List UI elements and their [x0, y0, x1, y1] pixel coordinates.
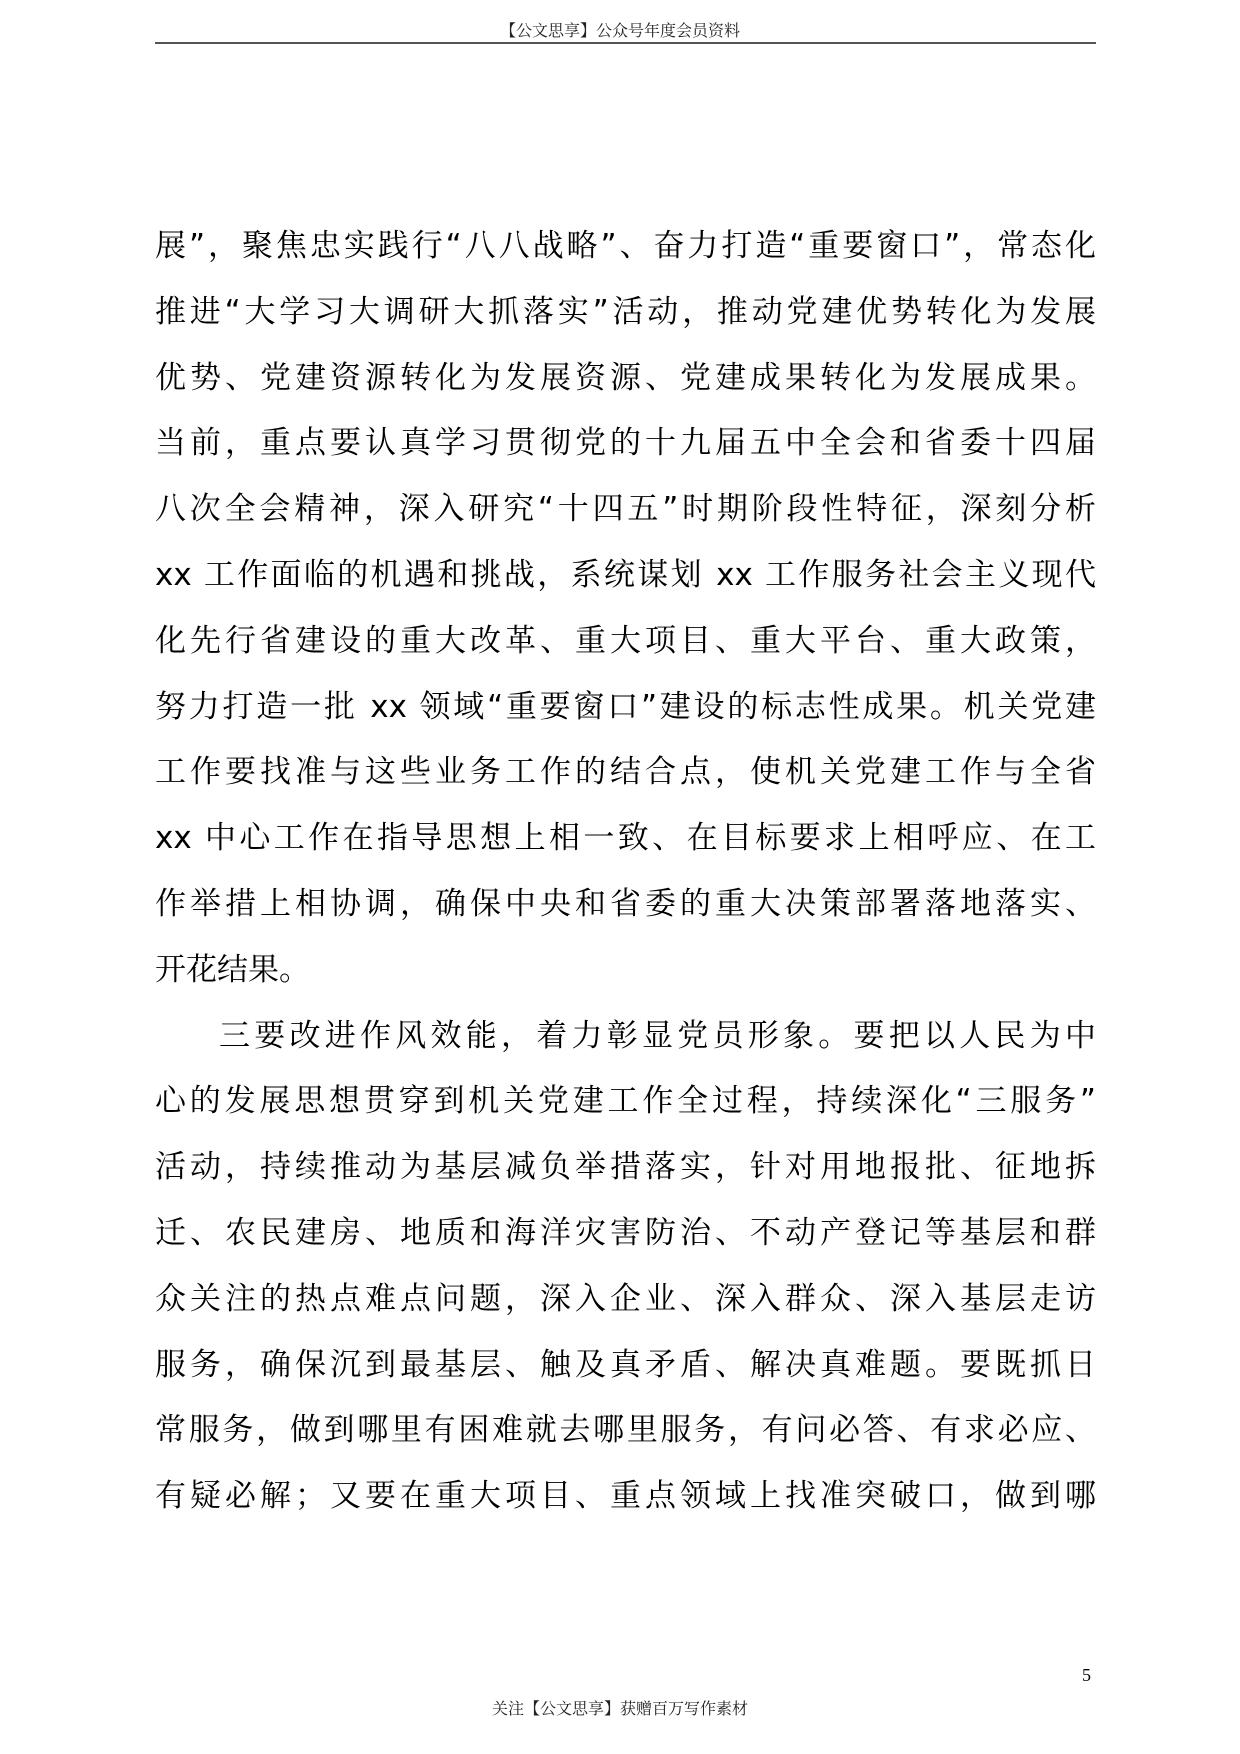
- page-number: 5: [1082, 1665, 1091, 1685]
- text-line: 众关注的热点难点问题，深入企业、深入群众、深入基层走访: [155, 1280, 1096, 1317]
- text-line: 化先行省建设的重大改革、重大项目、重大平台、重大政策，: [155, 622, 1096, 659]
- text-line: 八次全会精神，深入研究“十四五”时期阶段性特征，深刻分析: [155, 491, 1096, 528]
- header-divider: [155, 42, 1096, 44]
- text-line: 推进“大学习大调研大抓落实”活动，推动党建优势转化为发展: [155, 293, 1096, 330]
- text-line: 展”，聚焦忠实践行“八八战略”、奋力打造“重要窗口”，常态化: [155, 228, 1096, 264]
- text-line: 活动，持续推动为基层减负举措落实，针对用地报批、征地拆: [155, 1149, 1096, 1186]
- text-line: 努力打造一批 xx 领域“重要窗口”建设的标志性成果。机关党建: [155, 688, 1096, 725]
- text-line: 优势、党建资源转化为发展资源、党建成果转化为发展成果。: [155, 359, 1096, 396]
- text-line: 三要改进作风效能，着力彰显党员形象。要把以人民为中: [219, 1017, 1096, 1054]
- page-header: 【公文思享】公众号年度会员资料: [499, 21, 740, 40]
- text-line: 服务，确保沉到最基层、触及真矛盾、解决真难题。要既抓日: [155, 1346, 1096, 1383]
- text-line: 迁、农民建房、地质和海洋灾害防治、不动产登记等基层和群: [155, 1215, 1096, 1251]
- text-line: 当前，重点要认真学习贯彻党的十九届五中全会和省委十四届: [155, 425, 1096, 462]
- page-footer: 关注【公文思享】获赠百万写作素材: [491, 1699, 748, 1718]
- text-line: xx 中心工作在指导思想上相一致、在目标要求上相呼应、在工: [155, 820, 1096, 857]
- text-line: 有疑必解；又要在重大项目、重点领域上找准突破口，做到哪: [155, 1478, 1096, 1515]
- text-line: 常服务，做到哪里有困难就去哪里服务，有问必答、有求必应、: [155, 1412, 1096, 1449]
- text-line: xx 工作面临的机遇和挑战，系统谋划 xx 工作服务社会主义现代: [155, 557, 1096, 593]
- text-line: 开花结果。: [155, 951, 310, 988]
- text-line: 工作要找准与这些业务工作的结合点，使机关党建工作与全省: [155, 754, 1096, 791]
- text-line: 心的发展思想贯穿到机关党建工作全过程，持续深化“三服务”: [155, 1083, 1096, 1120]
- text-line: 作举措上相协调，确保中央和省委的重大决策部署落地落实、: [155, 886, 1096, 922]
